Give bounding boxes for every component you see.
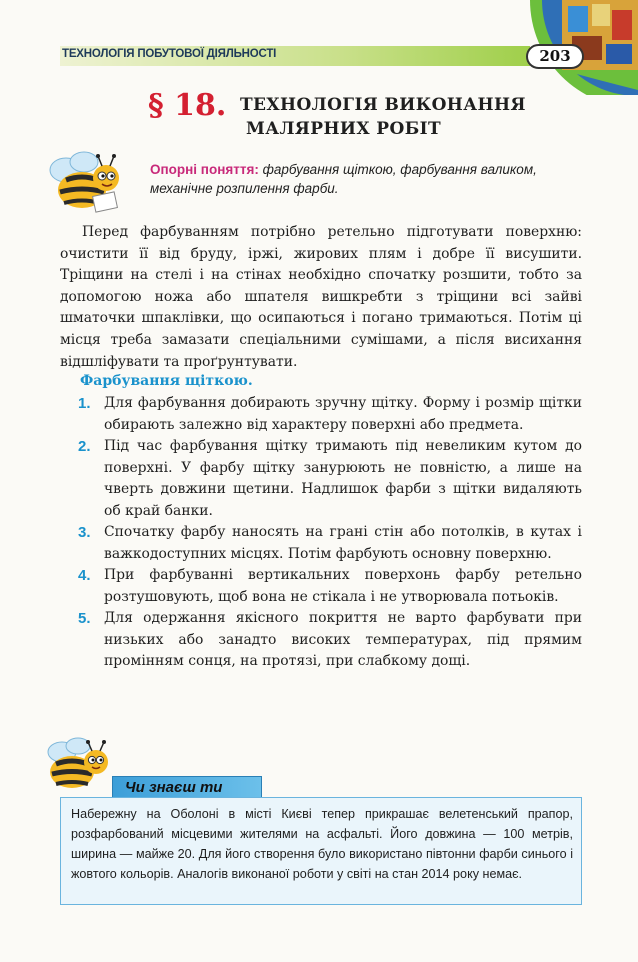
key-concepts bbox=[150, 160, 582, 198]
did-you-know-label: Чи знаєш ти bbox=[112, 776, 262, 798]
running-header: ТЕХНОЛОГІЯ ПОБУТОВОЇ ДІЯЛЬНОСТІ bbox=[62, 48, 277, 60]
subheading-brush-painting: Фарбування щіткою. bbox=[80, 373, 253, 389]
page-number: 203 bbox=[526, 44, 584, 69]
intro-paragraph: Перед фарбуванням потрібно ретельно підготувати поверхню: очистити її від бруду, іржі, жирових плям і добре її висушити. Тріщини на стелі і на стінах необхідно спочатку розшити, тобто за допомогою ножа або шпателя вишкребти з тріщини всі зайві шматочки шпаклівки, що осипаються і погано тримаються. Потім ці місця треба замазати спеціальними сумішами, а після висихання відшліфувати та проґрунтувати. bbox=[60, 224, 582, 370]
list-item bbox=[70, 565, 582, 608]
did-you-know-box: Набережну на Оболоні в місті Києві тепер прикрашає велетенський прапор, розфарбований місцевими жителями на асфальті. Його довжина — 100 метрів, ширина — майже 20. Для його створення було використано півтонни фарби синього і жовтого кольорів. Аналогів виконаної роботи у світі на стан 2014 року немає. bbox=[60, 797, 582, 905]
steps-list bbox=[70, 393, 582, 673]
list-item-number: 3. bbox=[78, 524, 91, 541]
key-concepts-text: фарбування щіткою, фарбування валиком, механічне розпилення фарби. bbox=[150, 162, 537, 196]
list-item-number: 1. bbox=[78, 395, 91, 412]
list-item-text: При фарбуванні вертикальних поверхонь фарбу ретельно розтушовують, щоб вона не стікала і не утворювала потьоків. bbox=[104, 567, 582, 605]
list-item-number: 4. bbox=[78, 567, 91, 584]
bee-mascot-icon bbox=[40, 736, 115, 796]
list-item bbox=[70, 393, 582, 436]
list-item-number: 2. bbox=[78, 438, 91, 455]
section-title-line1: ТЕХНОЛОГІЯ ВИКОНАННЯ bbox=[240, 95, 526, 115]
section-title-line2: МАЛЯРНИХ РОБІТ bbox=[246, 119, 442, 139]
list-item-text: Для одержання якісного покриття не варто фарбувати при низьких або занадто високих температурах, під прямим промінням сонця, на протязі, при слабкому дощі. bbox=[104, 610, 582, 669]
list-item-text: Спочатку фарбу наносять на грані стін або потолків, в кутах і важкодоступних місцях. Потім фарбують основну поверхню. bbox=[104, 524, 582, 562]
key-concepts-label: Опорні поняття: bbox=[150, 162, 259, 177]
list-item-number: 5. bbox=[78, 610, 91, 627]
bee-mascot-icon bbox=[44, 148, 126, 218]
list-item bbox=[70, 608, 582, 673]
section-title bbox=[240, 93, 560, 141]
list-item-text: Для фарбування добирають зручну щітку. Форму і розмір щітки обирають залежно від характеру поверхні або предмета. bbox=[104, 395, 582, 433]
list-item-text: Під час фарбування щітку тримають під невеликим кутом до поверхні. У фарбу щітку занурюють не повністю, а лише на чверть довжини щетини. Надлишок фарби з щітки видаляють об край банки. bbox=[104, 438, 582, 519]
section-number: § 18. bbox=[148, 88, 227, 123]
list-item bbox=[70, 436, 582, 522]
list-item bbox=[70, 522, 582, 565]
